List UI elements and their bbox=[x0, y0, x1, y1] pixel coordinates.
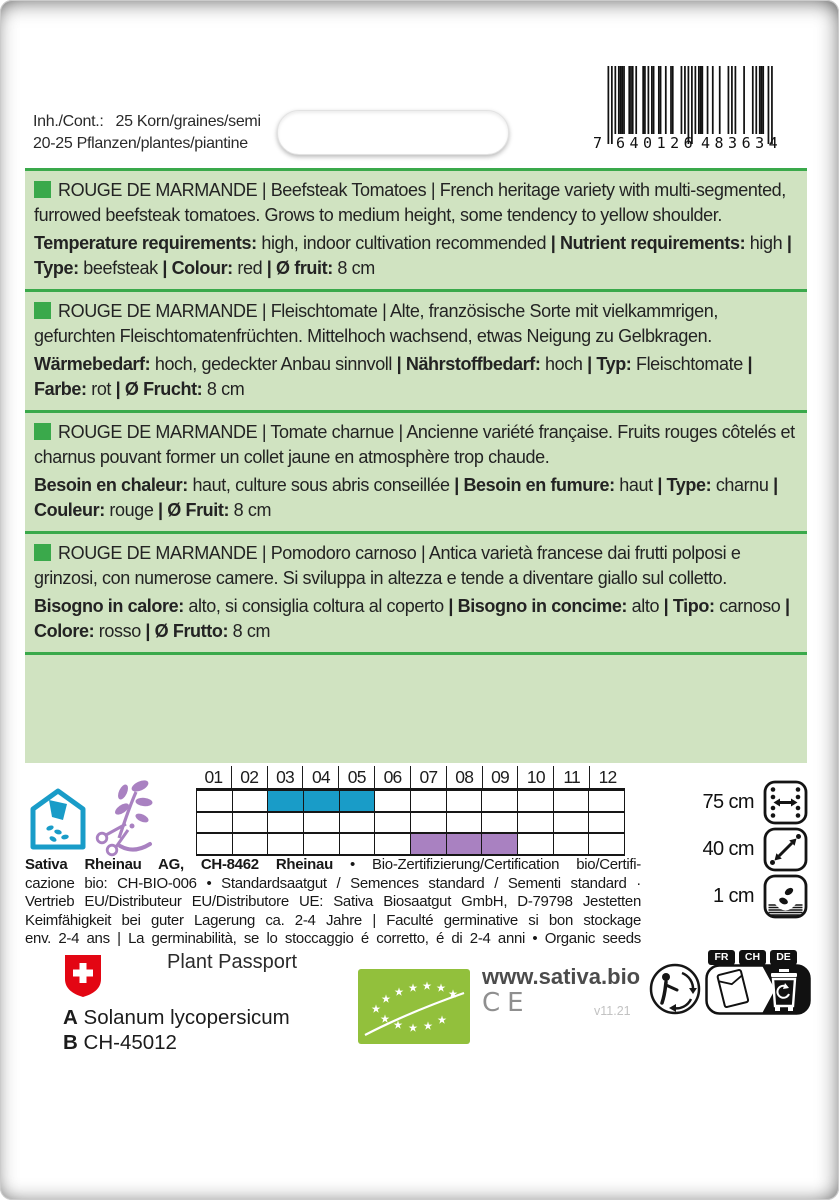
disposal-bin-icon bbox=[705, 964, 811, 1015]
row-spacing-info bbox=[676, 780, 808, 825]
passport-species: Solanum lycopersicum bbox=[83, 1006, 290, 1029]
calendar-cell bbox=[267, 813, 303, 833]
calendar-cell bbox=[410, 813, 446, 833]
calendar-cell bbox=[446, 791, 482, 811]
calendar-cell bbox=[303, 813, 339, 833]
barcode-digit-prefix: 7 bbox=[593, 134, 603, 152]
company-info-line: Vertrieb EU/Distributeur EU/Distributore UE: Sativa Biosaatgut GmbH, D-79798 Jestetten bbox=[25, 893, 641, 911]
calendar-row-spacer bbox=[196, 813, 625, 835]
calendar-cell bbox=[339, 834, 375, 854]
calendar-cell bbox=[553, 791, 589, 811]
calendar-cell bbox=[374, 813, 410, 833]
calendar-cell bbox=[267, 834, 303, 854]
eu-organic-logo bbox=[358, 969, 470, 1044]
calendar-row-harvest bbox=[196, 834, 625, 856]
calendar-month-header bbox=[196, 766, 625, 788]
ce-mark: CE bbox=[482, 988, 531, 1018]
calendar-cell-filled bbox=[267, 791, 303, 811]
contents-label: Inh./Cont.: bbox=[33, 113, 104, 130]
calendar-cell bbox=[588, 791, 624, 811]
calendar-cell-filled bbox=[410, 834, 446, 854]
calendar-row-sowing bbox=[196, 791, 625, 813]
version-number: v11.21 bbox=[594, 1004, 631, 1018]
calendar-month-label: 11 bbox=[553, 766, 589, 788]
plant-passport-title: Plant Passport bbox=[167, 951, 298, 973]
variety-description: ROUGE DE MARMANDE | Beefsteak Tomatoes | French heritage variety with multi-segmented, furrowed beefsteak tomatoes. Grows to medium height, some tendency to yellow shoulder. bbox=[34, 180, 786, 225]
variety-specs: Wärmebedarf: hoch, gedeckter Anbau sinnvoll | Nährstoffbedarf: hoch | Typ: Fleischtomate | Farbe: rot | Ø Frucht: 8 cm bbox=[34, 354, 753, 399]
plant-spacing-info bbox=[676, 827, 808, 872]
plant-distance-icon bbox=[763, 827, 808, 872]
variety-description: ROUGE DE MARMANDE | Pomodoro carnoso | Antica varietà francese dai frutti polposi e grinzosi, con numerose camere. Si sviluppa in altezza e tende a diventare giallo sul colletto. bbox=[34, 543, 741, 588]
calendar-cell-filled bbox=[446, 834, 482, 854]
calendar-month-label: 03 bbox=[267, 766, 303, 788]
plant-distance-label: 40 cm bbox=[702, 838, 754, 860]
passport-code-line bbox=[63, 1031, 177, 1055]
company-info-line: Sativa Rheinau AG, CH-8462 Rheinau • Bio-Zertifizierung/Certification bio/Certifi- bbox=[25, 856, 641, 873]
sowing-depth-info bbox=[676, 874, 808, 919]
contents-info bbox=[33, 111, 261, 155]
contents-line-1 bbox=[33, 111, 261, 133]
calendar-cell bbox=[232, 813, 268, 833]
calendar-month-label: 06 bbox=[374, 766, 410, 788]
sowing-under-cover-icon bbox=[30, 788, 86, 850]
calendar-cell bbox=[553, 813, 589, 833]
calendar-cell bbox=[517, 834, 553, 854]
category-square-icon bbox=[34, 423, 51, 440]
variety-description: ROUGE DE MARMANDE | Fleischtomate | Alte, französische Sorte mit vielkammrigen, gefurchten Fleischtomatenfrüchten. Mittelhoch wachsend, etwas Neigung zu Gelbkragen. bbox=[34, 301, 718, 346]
calendar-cell bbox=[232, 791, 268, 811]
calendar-cell bbox=[374, 834, 410, 854]
passport-key-a: A bbox=[63, 1006, 78, 1029]
info-sections bbox=[25, 171, 807, 655]
calendar-cell bbox=[410, 791, 446, 811]
calendar-cell bbox=[517, 813, 553, 833]
passport-code: CH-45012 bbox=[83, 1031, 177, 1054]
variety-specs: Bisogno in calore: alto, si consiglia coltura al coperto | Bisogno in concime: alto | Tipo: carnoso | Colore: rosso | Ø Frutto: 8 cm bbox=[34, 596, 790, 641]
calendar-cell bbox=[197, 834, 232, 854]
variety-section bbox=[25, 413, 807, 534]
website-url: www.sativa.bio bbox=[482, 964, 641, 989]
row-distance-label: 75 cm bbox=[702, 791, 754, 813]
variety-description: ROUGE DE MARMANDE | Tomate charnue | Ancienne variété française. Fruits rouges côtelés et charnus pouvant former un collet jaune en atmosphère trop chaude. bbox=[34, 422, 795, 467]
calendar-month-label: 08 bbox=[446, 766, 482, 788]
calendar-cell-filled bbox=[303, 791, 339, 811]
calendar-cell bbox=[588, 813, 624, 833]
calendar-cell bbox=[481, 791, 517, 811]
variety-section bbox=[25, 534, 807, 655]
passport-species-line bbox=[63, 1006, 290, 1030]
row-distance-icon bbox=[763, 780, 808, 825]
calendar-cell bbox=[481, 813, 517, 833]
calendar-cell bbox=[232, 834, 268, 854]
calendar-cell bbox=[339, 813, 375, 833]
calendar-cell-filled bbox=[339, 791, 375, 811]
barcode bbox=[593, 66, 783, 152]
hang-hole-cutout bbox=[277, 110, 509, 155]
category-square-icon bbox=[34, 181, 51, 198]
calendar-cell bbox=[374, 791, 410, 811]
barcode-digits-right: 483634 bbox=[701, 134, 783, 152]
company-info bbox=[25, 856, 641, 949]
calendar-cell bbox=[303, 834, 339, 854]
calendar-cell bbox=[588, 834, 624, 854]
calendar-cell bbox=[446, 813, 482, 833]
calendar-cell bbox=[197, 791, 232, 811]
sowing-depth-icon bbox=[763, 874, 808, 919]
triman-recycling-icon bbox=[648, 962, 702, 1016]
calendar-month-label: 07 bbox=[410, 766, 446, 788]
calendar-grid bbox=[196, 788, 625, 856]
calendar-cell bbox=[517, 791, 553, 811]
barcode-digits-left: 640126 bbox=[616, 134, 698, 152]
disposal-country-tab: CH bbox=[739, 950, 766, 965]
disposal-instructions bbox=[705, 950, 811, 1020]
disposal-country-tabs bbox=[705, 950, 811, 965]
disposal-country-tab: FR bbox=[708, 950, 735, 965]
calendar-month-label: 12 bbox=[589, 766, 625, 788]
variety-section bbox=[25, 171, 807, 292]
company-info-line: Keimfähigkeit bei guter Lagerung ca. 2-4 Jahre | Faculté germinative si bon stockage bbox=[25, 911, 641, 929]
disposal-country-tab: DE bbox=[770, 950, 797, 965]
category-square-icon bbox=[34, 302, 51, 319]
calendar-month-label: 10 bbox=[517, 766, 553, 788]
calendar-month-label: 04 bbox=[302, 766, 338, 788]
calendar-cell bbox=[553, 834, 589, 854]
variety-specs: Besoin en chaleur: haut, culture sous abris conseillée | Besoin en fumure: haut | Type: charnu | Couleur: rouge | Ø Fruit: 8 cm bbox=[34, 475, 778, 520]
category-square-icon bbox=[34, 544, 51, 561]
company-info-line: env. 2-4 ans | La germinabilità, se lo stoccaggio é corretto, é di 2-4 anni • Organic seeds bbox=[25, 930, 641, 948]
calendar-month-label: 01 bbox=[204, 767, 223, 787]
variety-specs: Temperature requirements: high, indoor cultivation recommended | Nutrient requirements: high | Type: beefsteak | Colour: red | Ø fruit: 8 cm bbox=[34, 233, 792, 278]
harvest-plant-scissors-icon bbox=[92, 776, 154, 860]
swiss-shield-icon bbox=[63, 953, 103, 999]
calendar-month-label: 09 bbox=[482, 766, 518, 788]
sowing-calendar bbox=[196, 766, 625, 856]
calendar-cell-filled bbox=[481, 834, 517, 854]
calendar-month-label: 05 bbox=[338, 766, 374, 788]
company-info-line: cazione bio: CH-BIO-006 • Standardsaatgut / Semences standard / Sementi standard · bbox=[25, 874, 641, 892]
calendar-cell bbox=[197, 813, 232, 833]
contents-quantity: 25 Korn/graines/semi bbox=[115, 113, 261, 130]
passport-key-b: B bbox=[63, 1031, 78, 1054]
calendar-month-label: 02 bbox=[231, 766, 267, 788]
variety-section bbox=[25, 292, 807, 413]
contents-line-2: 20-25 Pflanzen/plantes/piantine bbox=[33, 135, 248, 152]
sowing-depth-label: 1 cm bbox=[713, 885, 754, 907]
variety-info-panel bbox=[25, 168, 807, 763]
